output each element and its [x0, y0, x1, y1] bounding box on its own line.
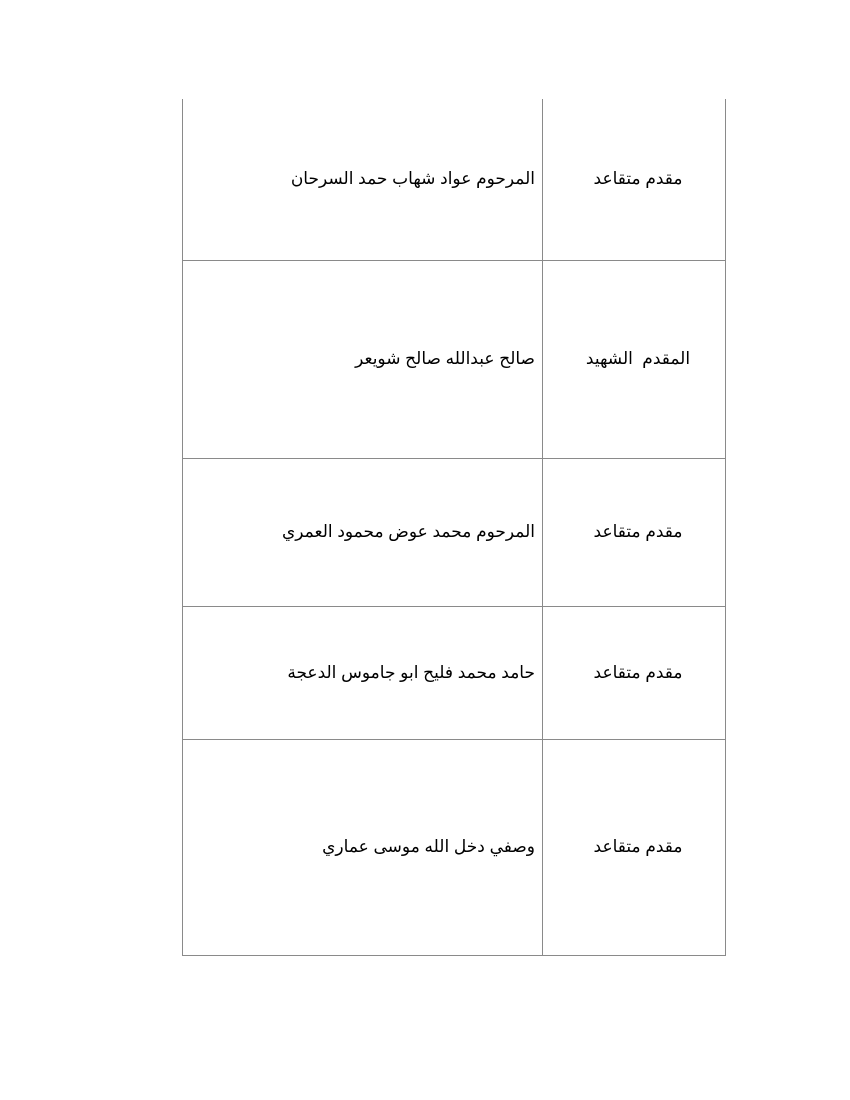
- table-row: [183, 260, 726, 458]
- rank-cell: [543, 260, 726, 458]
- name-text: حامد محمد فليح ابو جاموس الدعجة: [287, 662, 535, 682]
- table-row: [183, 739, 726, 955]
- name-text: المرحوم محمد عوض محمود العمري: [281, 522, 535, 541]
- officers-table: [182, 99, 726, 956]
- rank-cell: [543, 458, 726, 606]
- rank-text: المقدم الشهيد: [585, 349, 691, 368]
- name-cell: [183, 260, 543, 458]
- name-cell: [183, 99, 543, 260]
- rank-text: مقدم متقاعد: [593, 169, 683, 189]
- name-cell: [183, 739, 543, 955]
- table-row: [183, 458, 726, 606]
- name-cell: [183, 606, 543, 739]
- name-text: وصفي دخل الله موسى عماري: [322, 837, 535, 856]
- name-text: صالح عبدالله صالح شويعر: [355, 349, 535, 368]
- rank-cell: [543, 739, 726, 955]
- table-row: [183, 99, 726, 260]
- rank-cell: [543, 99, 726, 260]
- name-cell: [183, 458, 543, 606]
- rank-cell: [543, 606, 726, 739]
- rank-text: مقدم متقاعد: [593, 522, 683, 541]
- rank-text: مقدم متقاعد: [593, 662, 683, 682]
- name-text: المرحوم عواد شهاب حمد السرحان: [290, 169, 535, 189]
- rank-text: مقدم متقاعد: [593, 837, 683, 856]
- table-row: [183, 606, 726, 739]
